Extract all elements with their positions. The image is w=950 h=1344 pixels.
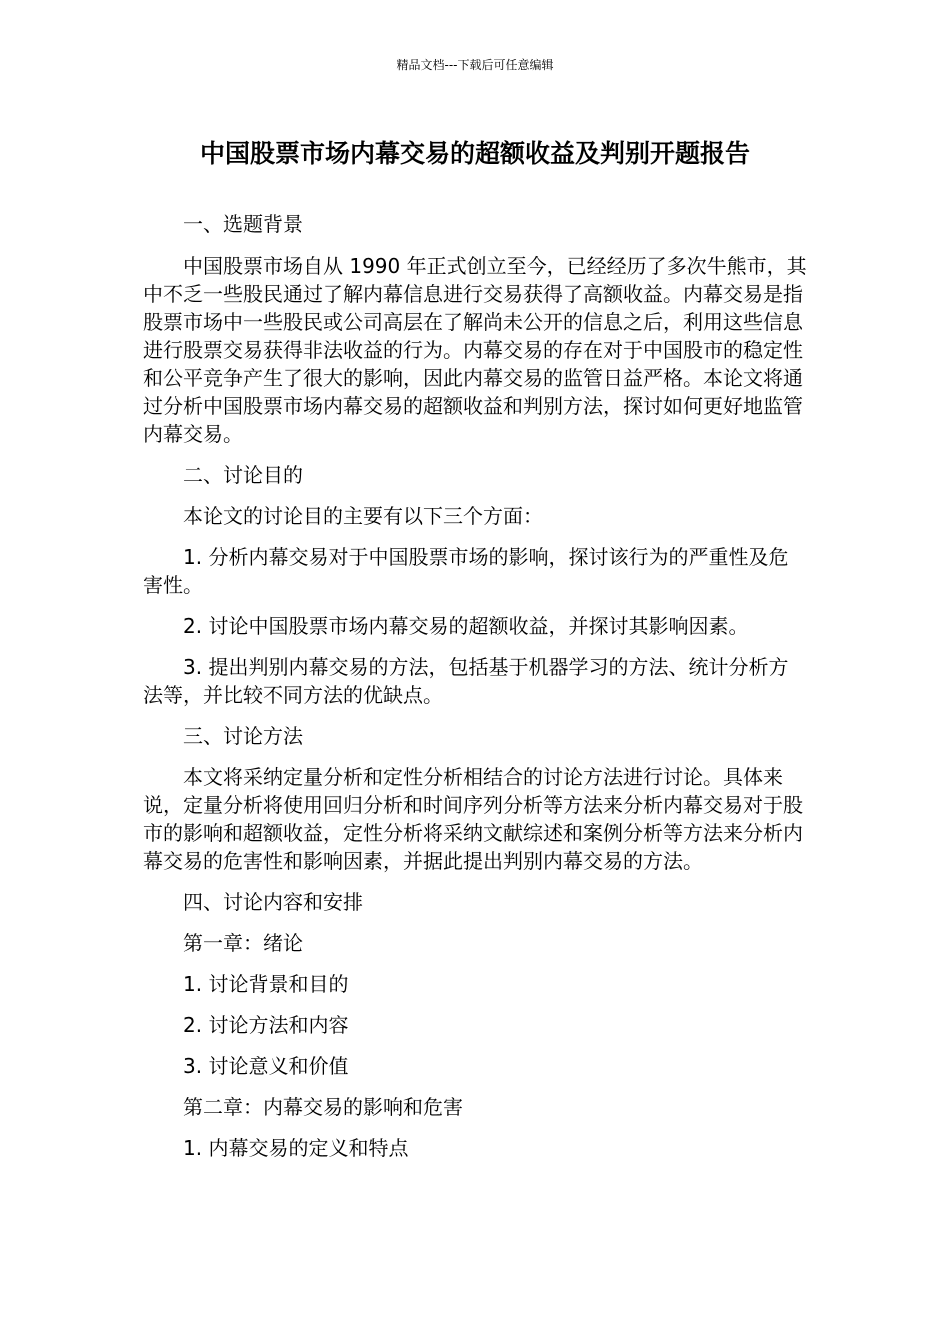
list-item-chapter1-3: 3. 讨论意义和价值	[183, 1054, 349, 1078]
section-heading-method: 三、讨论方法	[183, 724, 303, 748]
paragraph-purpose-intro: 本论文的讨论目的主要有以下三个方面：	[183, 504, 543, 528]
section-heading-content: 四、讨论内容和安排	[183, 890, 363, 914]
list-item-purpose-1: 1. 分析内幕交易对于中国股票市场的影响，探讨该行为的严重性及危害性。	[143, 545, 789, 597]
paragraph-background: 中国股票市场自从 1990 年正式创立至今，已经经历了多次牛熊市，其中不乏一些股民通过了解内幕信息进行交易获得了高额收益。内幕交易是指股票市场中一些股民或公司高层在了解尚未公开的信息之后，利用这些信息进行股票交易获得非法收益的行为。内幕交易的存在对于中国股市的稳定性和公平竞争产生了很大的影响，因此内幕交易的监管日益严格。本论文将通过分析中国股票市场内幕交易的超额收益和判别方法，探讨如何更好地监管内幕交易。	[143, 254, 807, 446]
section-heading-purpose: 二、讨论目的	[183, 463, 303, 487]
list-item-chapter2-1: 1. 内幕交易的定义和特点	[183, 1136, 409, 1160]
chapter-heading-2: 第二章：内幕交易的影响和危害	[183, 1095, 463, 1119]
list-item-purpose-3: 3. 提出判别内幕交易的方法，包括基于机器学习的方法、统计分析方法等，并比较不同方法的优缺点。	[143, 655, 789, 707]
list-item-purpose-2: 2. 讨论中国股票市场内幕交易的超额收益，并探讨其影响因素。	[183, 614, 749, 638]
header-note: 精品文档---下载后可任意编辑	[396, 58, 554, 72]
document-body	[143, 210, 808, 1162]
list-item-chapter1-1: 1. 讨论背景和目的	[183, 972, 349, 996]
paragraph-method: 本文将采纳定量分析和定性分析相结合的讨论方法进行讨论。具体来说，定量分析将使用回归分析和时间序列分析等方法来分析内幕交易对于股市的影响和超额收益，定性分析将采纳文献综述和案例分析等方法来分析内幕交易的危害性和影响因素，并据此提出判别内幕交易的方法。	[143, 765, 803, 873]
chapter-heading-1: 第一章：绪论	[183, 931, 303, 955]
document-title: 中国股票市场内幕交易的超额收益及判别开题报告	[199, 139, 750, 168]
list-item-chapter1-2: 2. 讨论方法和内容	[183, 1013, 349, 1037]
section-heading-background: 一、选题背景	[183, 212, 303, 236]
